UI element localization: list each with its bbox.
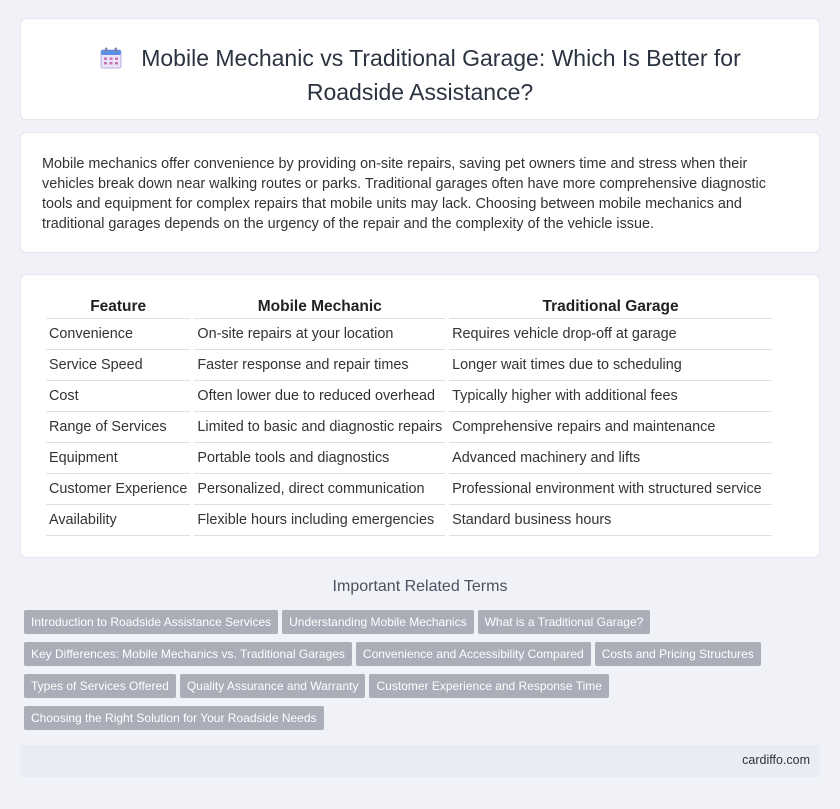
calendar-icon (99, 46, 123, 77)
table-cell: Standard business hours (449, 505, 772, 536)
table-row (46, 350, 772, 381)
comparison-card (20, 274, 820, 558)
table-cell: Portable tools and diagnostics (194, 443, 445, 474)
intro-card (20, 132, 820, 253)
table-cell: Cost (46, 381, 190, 412)
table-cell: Personalized, direct communication (194, 474, 445, 505)
table-row (46, 381, 772, 412)
table-cell: Advanced machinery and lifts (449, 443, 772, 474)
related-term-tag[interactable]: Types of Services Offered (24, 674, 176, 698)
related-terms-list (24, 610, 824, 738)
footer-site-link[interactable]: cardiffo.com (742, 753, 810, 767)
table-cell: Comprehensive repairs and maintenance (449, 412, 772, 443)
column-header-feature: Feature (46, 295, 190, 319)
table-cell: Typically higher with additional fees (449, 381, 772, 412)
related-term-tag[interactable]: Quality Assurance and Warranty (180, 674, 366, 698)
table-cell: Flexible hours including emergencies (194, 505, 445, 536)
comparison-table (42, 295, 776, 536)
table-header-row (46, 295, 772, 319)
related-term-tag[interactable]: Introduction to Roadside Assistance Services (24, 610, 278, 634)
related-term-tag[interactable]: Customer Experience and Response Time (369, 674, 608, 698)
page-title-wrap (81, 43, 759, 107)
table-cell: Service Speed (46, 350, 190, 381)
table-cell: On-site repairs at your location (194, 319, 445, 350)
column-header-mobile: Mobile Mechanic (194, 295, 445, 319)
table-cell: Convenience (46, 319, 190, 350)
intro-paragraph: Mobile mechanics offer convenience by providing on-site repairs, saving pet owners time and stress when their vehicles break down near walking routes or parks. Traditional garages often have more comprehensive diagnostic tools and equipment for complex repairs that mobile units may lack. Choosing between mobile mechanics and traditional garages depends on the urgency of the repair and the complexity of the vehicle issue. (42, 156, 766, 232)
related-term-tag[interactable]: Costs and Pricing Structures (595, 642, 761, 666)
table-cell: Equipment (46, 443, 190, 474)
related-term-tag[interactable]: Key Differences: Mobile Mechanics vs. Traditional Garages (24, 642, 352, 666)
table-row (46, 474, 772, 505)
table-cell: Longer wait times due to scheduling (449, 350, 772, 381)
table-row (46, 505, 772, 536)
table-cell: Faster response and repair times (194, 350, 445, 381)
related-term-tag[interactable]: What is a Traditional Garage? (478, 610, 651, 634)
table-row (46, 319, 772, 350)
table-cell: Often lower due to reduced overhead (194, 381, 445, 412)
table-cell: Limited to basic and diagnostic repairs (194, 412, 445, 443)
table-row (46, 443, 772, 474)
header-card (20, 18, 820, 120)
related-term-tag[interactable]: Convenience and Accessibility Compared (356, 642, 591, 666)
table-cell: Professional environment with structured service (449, 474, 772, 505)
table-cell: Availability (46, 505, 190, 536)
table-cell: Customer Experience (46, 474, 190, 505)
related-term-tag[interactable]: Understanding Mobile Mechanics (282, 610, 473, 634)
footer (20, 745, 820, 777)
column-header-garage: Traditional Garage (449, 295, 772, 319)
related-terms-title: Important Related Terms (332, 578, 508, 595)
related-term-tag[interactable]: Choosing the Right Solution for Your Roadside Needs (24, 706, 324, 730)
page-title: Mobile Mechanic vs Traditional Garage: Which Is Better for Roadside Assistance? (141, 45, 741, 105)
table-cell: Requires vehicle drop-off at garage (449, 319, 772, 350)
table-row (46, 412, 772, 443)
table-cell: Range of Services (46, 412, 190, 443)
